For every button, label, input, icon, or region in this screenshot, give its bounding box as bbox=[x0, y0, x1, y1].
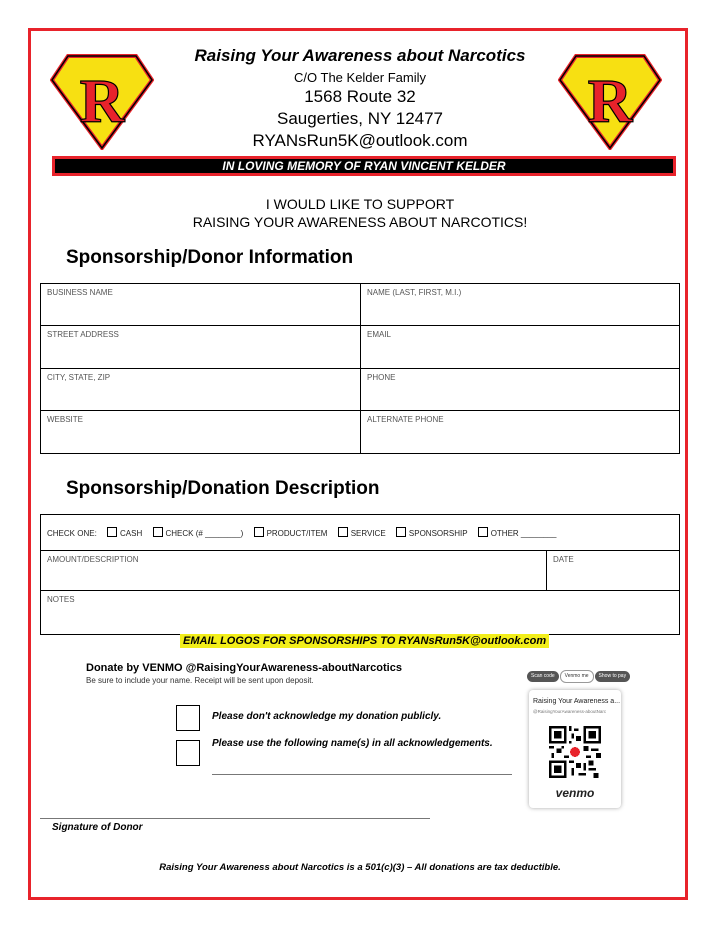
use-names-checkbox[interactable] bbox=[176, 740, 200, 766]
venmo-tab-show[interactable]: Show to pay bbox=[595, 671, 631, 682]
phone-label: PHONE bbox=[367, 373, 396, 382]
venmo-tab-venmo-me[interactable]: Venmo me bbox=[560, 670, 594, 683]
phone-field[interactable] bbox=[361, 369, 680, 411]
contact-email: RYANsRun5K@outlook.com bbox=[252, 131, 468, 150]
name-field[interactable] bbox=[361, 284, 680, 326]
donation-desc-table bbox=[40, 514, 680, 635]
city-state: Saugerties, NY 12477 bbox=[276, 109, 444, 128]
date-field[interactable] bbox=[547, 551, 680, 591]
email-label: EMAIL bbox=[367, 330, 392, 339]
street-address-label: STREET ADDRESS bbox=[47, 330, 119, 339]
check-label: CHECK (# ________) bbox=[165, 529, 244, 538]
superman-r-logo-left bbox=[50, 54, 154, 150]
product-label: PRODUCT/ITEM bbox=[266, 529, 328, 538]
service-label: SERVICE bbox=[350, 529, 386, 538]
venmo-qr-card bbox=[529, 690, 621, 808]
names-line[interactable] bbox=[212, 774, 512, 775]
business-name-label: BUSINESS NAME bbox=[47, 288, 113, 297]
name-label: NAME (LAST, FIRST, M.I.) bbox=[367, 288, 462, 297]
qr-code-icon bbox=[549, 726, 601, 778]
venmo-logo: venmo bbox=[555, 786, 595, 800]
support-line-1: I WOULD LIKE TO SUPPORT bbox=[265, 196, 455, 212]
check-one-label: CHECK ONE: bbox=[47, 529, 97, 538]
service-checkbox[interactable] bbox=[338, 527, 348, 537]
product-checkbox[interactable] bbox=[254, 527, 264, 537]
care-of: C/O The Kelder Family bbox=[294, 70, 426, 85]
venmo-tab-scan[interactable]: Scan code bbox=[527, 671, 559, 682]
logo-letter: R bbox=[79, 68, 125, 136]
sponsorship-label: SPONSORSHIP bbox=[408, 529, 468, 538]
street-address: 1568 Route 32 bbox=[304, 87, 416, 106]
no-public-ack-checkbox[interactable] bbox=[176, 705, 200, 731]
venmo-subline: Be sure to include your name. Receipt will be sent upon deposit. bbox=[86, 676, 314, 685]
superman-r-logo-right bbox=[558, 54, 662, 150]
donation-desc-heading: Sponsorship/Donation Description bbox=[66, 478, 380, 499]
other-label: OTHER ________ bbox=[490, 529, 557, 538]
venmo-instruction: Donate by VENMO @RaisingYourAwareness-aboutNarcotics bbox=[86, 662, 402, 674]
venmo-card-name: Raising Your Awareness a... bbox=[533, 698, 621, 705]
alternate-phone-field[interactable] bbox=[361, 411, 680, 454]
email-field[interactable] bbox=[361, 326, 680, 369]
website-label: WEBSITE bbox=[47, 415, 84, 424]
other-checkbox[interactable] bbox=[478, 527, 488, 537]
sponsorship-checkbox[interactable] bbox=[396, 527, 406, 537]
venmo-card-handle: @RaisingYourAwareness-aboutNarc bbox=[533, 709, 607, 714]
amount-description-label: AMOUNT/DESCRIPTION bbox=[47, 555, 139, 564]
support-line-2: RAISING YOUR AWARENESS ABOUT NARCOTICS! bbox=[192, 214, 528, 230]
memorial-banner: IN LOVING MEMORY OF RYAN VINCENT KELDER bbox=[52, 156, 676, 176]
cash-label: CASH bbox=[120, 529, 143, 538]
venmo-tab-bar bbox=[527, 664, 631, 679]
city-state-zip-field[interactable] bbox=[41, 369, 361, 411]
street-address-field[interactable] bbox=[41, 326, 361, 369]
donor-info-table bbox=[40, 283, 680, 454]
footer-tax-note: Raising Your Awareness about Narcotics is a 501(c)(3) – All donations are tax deductible. bbox=[159, 862, 561, 873]
no-public-ack-label: Please don't acknowledge my donation publicly. bbox=[212, 711, 442, 722]
signature-label: Signature of Donor bbox=[52, 822, 143, 833]
signature-line[interactable] bbox=[40, 818, 430, 819]
notes-field[interactable] bbox=[41, 591, 680, 635]
donor-info-heading: Sponsorship/Donor Information bbox=[66, 247, 354, 268]
alternate-phone-label: ALTERNATE PHONE bbox=[367, 415, 444, 424]
amount-description-field[interactable] bbox=[41, 551, 547, 591]
cash-checkbox[interactable] bbox=[107, 527, 117, 537]
notes-label: NOTES bbox=[47, 595, 75, 604]
use-names-label: Please use the following name(s) in all acknowledgements. bbox=[212, 738, 493, 749]
business-name-field[interactable] bbox=[41, 284, 361, 326]
check-one-row bbox=[41, 515, 680, 551]
logo-letter: R bbox=[587, 68, 633, 136]
city-state-zip-label: CITY, STATE, ZIP bbox=[47, 373, 111, 382]
org-title: Raising Your Awareness about Narcotics bbox=[194, 46, 526, 65]
website-field[interactable] bbox=[41, 411, 361, 454]
date-label: DATE bbox=[553, 555, 574, 564]
email-logos-banner: EMAIL LOGOS FOR SPONSORSHIPS TO RYANsRun5K@outlook.com bbox=[180, 634, 549, 648]
check-checkbox[interactable] bbox=[153, 527, 163, 537]
